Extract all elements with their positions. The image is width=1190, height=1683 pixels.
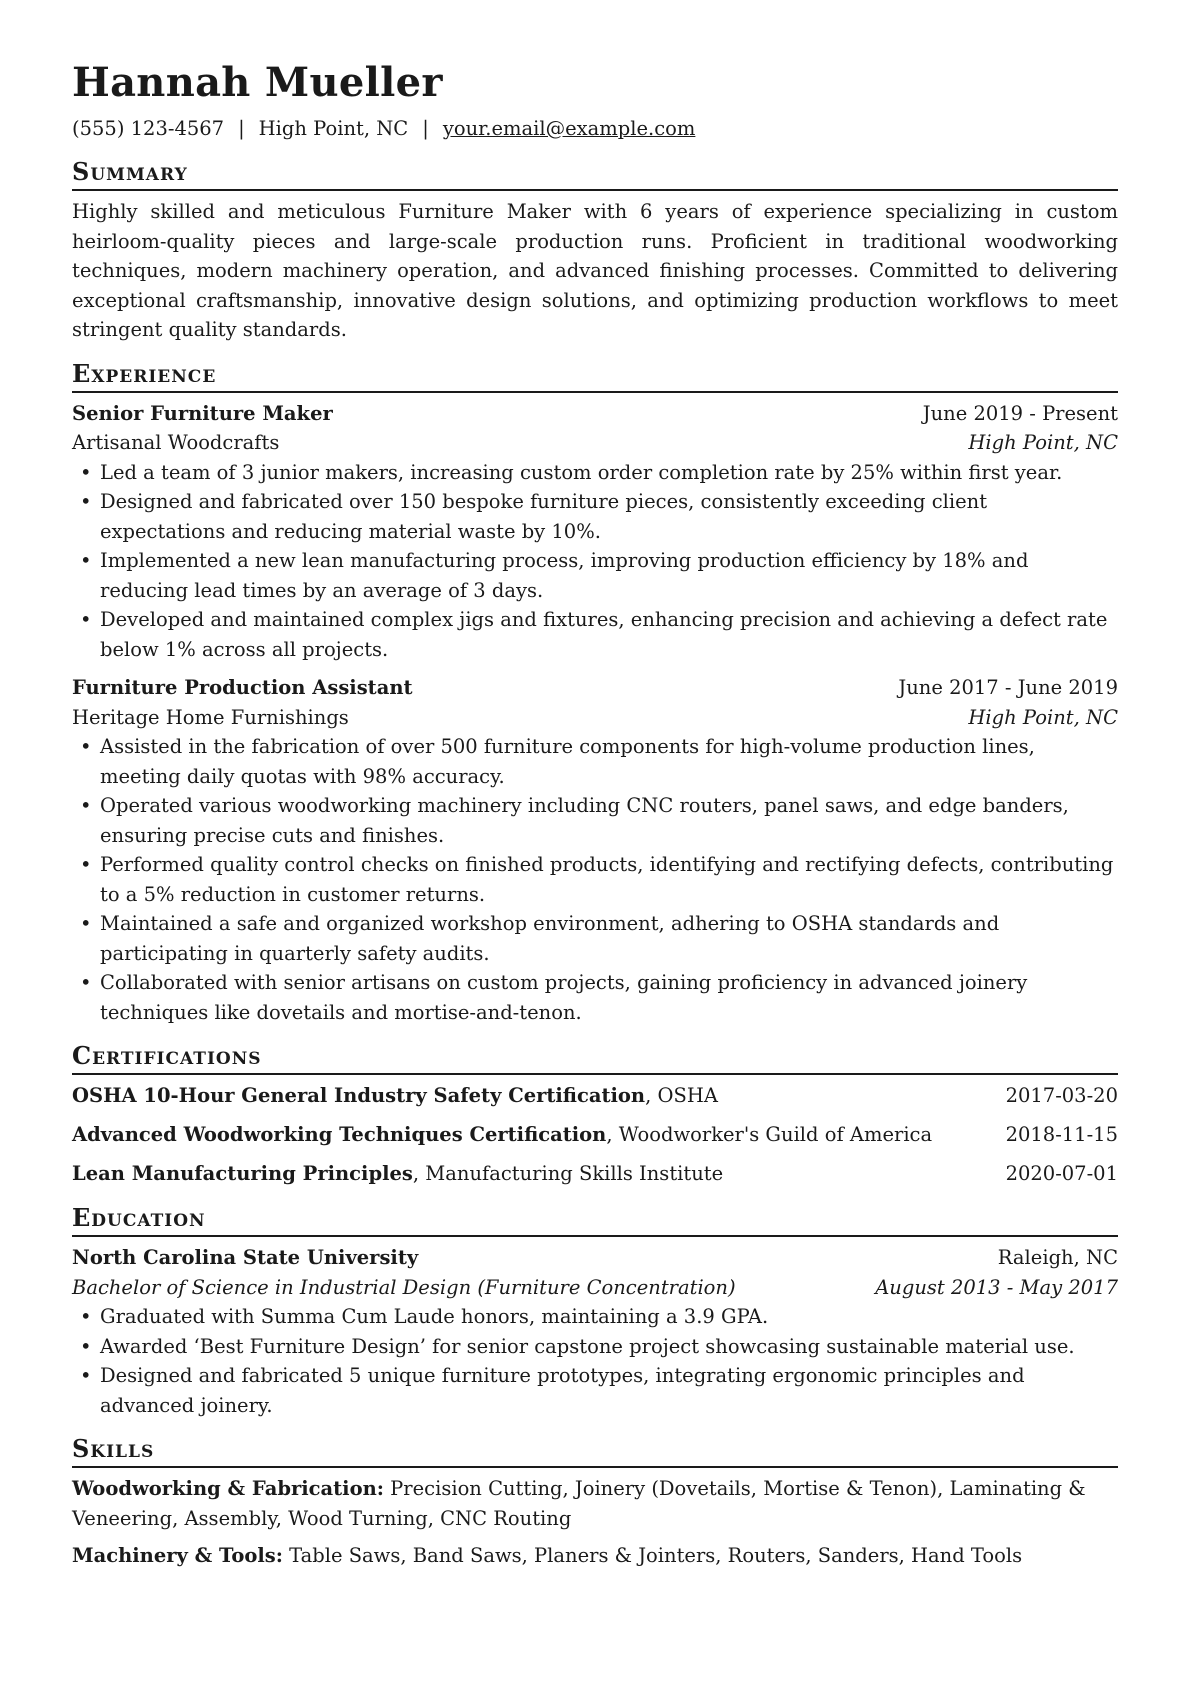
certifications-list bbox=[72, 1081, 1118, 1189]
bullet-item: • Designed and fabricated over 150 bespoke furniture pieces, consistently exceeding client expectations and reducing material waste by 10%. bbox=[72, 487, 1118, 546]
job-subheader bbox=[72, 703, 1118, 733]
company-name: Artisanal Woodcrafts bbox=[72, 431, 280, 454]
certification-date: 2017-03-20 bbox=[1005, 1084, 1118, 1107]
degree-name: Bachelor of Science in Industrial Design (Furniture Concentration) bbox=[72, 1275, 736, 1299]
education-header bbox=[72, 1243, 1118, 1273]
job-header bbox=[72, 673, 1118, 703]
job-bullets bbox=[72, 732, 1118, 1027]
section-title-summary: Summary bbox=[72, 157, 1118, 191]
bullet-item: • Collaborated with senior artisans on custom projects, gaining proficiency in advanced joinery techniques like dovetails and mortise-and-tenon. bbox=[72, 968, 1118, 1027]
bullet-item: • Graduated with Summa Cum Laude honors, maintaining a 3.9 GPA. bbox=[72, 1302, 1118, 1332]
job-dates: June 2017 - June 2019 bbox=[898, 676, 1118, 699]
bullet-item: • Maintained a safe and organized workshop environment, adhering to OSHA standards and participating in quarterly safety audits. bbox=[72, 909, 1118, 968]
section-title-skills: Skills bbox=[72, 1434, 1118, 1468]
contact-line bbox=[72, 115, 1118, 143]
certification-issuer: , Woodworker's Guild of America bbox=[606, 1123, 933, 1146]
experience-entry bbox=[72, 673, 1118, 1027]
skill-category: Woodworking & Fabrication: bbox=[72, 1477, 384, 1500]
separator: | bbox=[422, 117, 429, 140]
certification-text bbox=[72, 1159, 723, 1189]
skill-row bbox=[72, 1474, 1118, 1533]
job-header bbox=[72, 399, 1118, 429]
job-location: High Point, NC bbox=[968, 705, 1118, 729]
bullet-item: • Led a team of 3 junior makers, increasing custom order completion rate by 25% within first year. bbox=[72, 458, 1118, 488]
certification-date: 2018-11-15 bbox=[1005, 1123, 1118, 1146]
company-name: Heritage Home Furnishings bbox=[72, 705, 349, 729]
bullet-item: • Developed and maintained complex jigs and fixtures, enhancing precision and achieving a defect rate below 1% across all projects. bbox=[72, 605, 1118, 664]
experience-entry bbox=[72, 399, 1118, 665]
bullet-item: • Designed and fabricated 5 unique furniture prototypes, integrating ergonomic principles and advanced joinery. bbox=[72, 1361, 1118, 1420]
certification-issuer: , OSHA bbox=[645, 1084, 718, 1107]
skill-items: Table Saws, Band Saws, Planers & Jointers, Routers, Sanders, Hand Tools bbox=[282, 1544, 1023, 1567]
certification-name: Lean Manufacturing Principles bbox=[72, 1162, 413, 1185]
job-subheader bbox=[72, 428, 1118, 458]
job-bullets bbox=[72, 458, 1118, 665]
school-name: North Carolina State University bbox=[72, 1246, 419, 1269]
school-location: Raleigh, NC bbox=[997, 1246, 1118, 1269]
section-title-experience: Experience bbox=[72, 359, 1118, 393]
certification-date: 2020-07-01 bbox=[1005, 1162, 1118, 1185]
education-dates: August 2013 - May 2017 bbox=[875, 1275, 1118, 1299]
phone-number: (555) 123-4567 bbox=[72, 117, 225, 140]
candidate-name: Hannah Mueller bbox=[72, 59, 443, 106]
education-entry bbox=[72, 1243, 1118, 1420]
skill-row bbox=[72, 1541, 1118, 1571]
section-title-education: Education bbox=[72, 1203, 1118, 1237]
certification-issuer: , Manufacturing Skills Institute bbox=[412, 1162, 724, 1185]
certification-row bbox=[72, 1081, 1118, 1111]
bullet-item: • Performed quality control checks on finished products, identifying and rectifying defects, contributing to a 5% reduction in customer returns. bbox=[72, 850, 1118, 909]
bullet-item: • Awarded ‘Best Furniture Design’ for senior capstone project showcasing sustainable material use. bbox=[72, 1332, 1118, 1362]
location: High Point, NC bbox=[258, 117, 409, 140]
education-bullets bbox=[72, 1302, 1118, 1420]
certification-name: OSHA 10-Hour General Industry Safety Certification bbox=[72, 1084, 646, 1107]
section-title-certifications: Certifications bbox=[72, 1041, 1118, 1075]
job-location: High Point, NC bbox=[968, 431, 1118, 454]
certification-text bbox=[72, 1120, 932, 1150]
bullet-item: • Operated various woodworking machinery including CNC routers, panel saws, and edge banders, ensuring precise cuts and finishes. bbox=[72, 791, 1118, 850]
email-link[interactable]: your.email@example.com bbox=[442, 117, 696, 140]
certification-name: Advanced Woodworking Techniques Certification bbox=[72, 1123, 607, 1146]
job-dates: June 2019 - Present bbox=[922, 401, 1118, 425]
job-title: Senior Furniture Maker bbox=[72, 401, 333, 425]
job-title: Furniture Production Assistant bbox=[72, 676, 413, 699]
summary-text: Highly skilled and meticulous Furniture Maker with 6 years of experience specializing in custom heirloom-quality pieces and large-scale production runs. Proficient in traditional woodworking techniques, modern machinery operation, and advanced finishing processes. Committed to delivering exceptional craftsmanship, innovative design solutions, and optimizing production workflows to meet stringent quality standards. bbox=[72, 200, 1118, 341]
certification-row bbox=[72, 1159, 1118, 1189]
separator: | bbox=[238, 117, 245, 140]
skill-category: Machinery & Tools: bbox=[72, 1544, 283, 1567]
education-subheader bbox=[72, 1273, 1118, 1303]
certification-text bbox=[72, 1081, 718, 1111]
skill-items: Precision Cutting, Joinery (Dovetails, Mortise & Tenon), Laminating & Veneering, Assembly, Wood Turning, CNC Routing bbox=[72, 1477, 1086, 1530]
certification-row bbox=[72, 1120, 1118, 1150]
bullet-item: • Implemented a new lean manufacturing process, improving production efficiency by 18% and reducing lead times by an average of 3 days. bbox=[72, 546, 1118, 605]
bullet-item: • Assisted in the fabrication of over 500 furniture components for high-volume production lines, meeting daily quotas with 98% accuracy. bbox=[72, 732, 1118, 791]
